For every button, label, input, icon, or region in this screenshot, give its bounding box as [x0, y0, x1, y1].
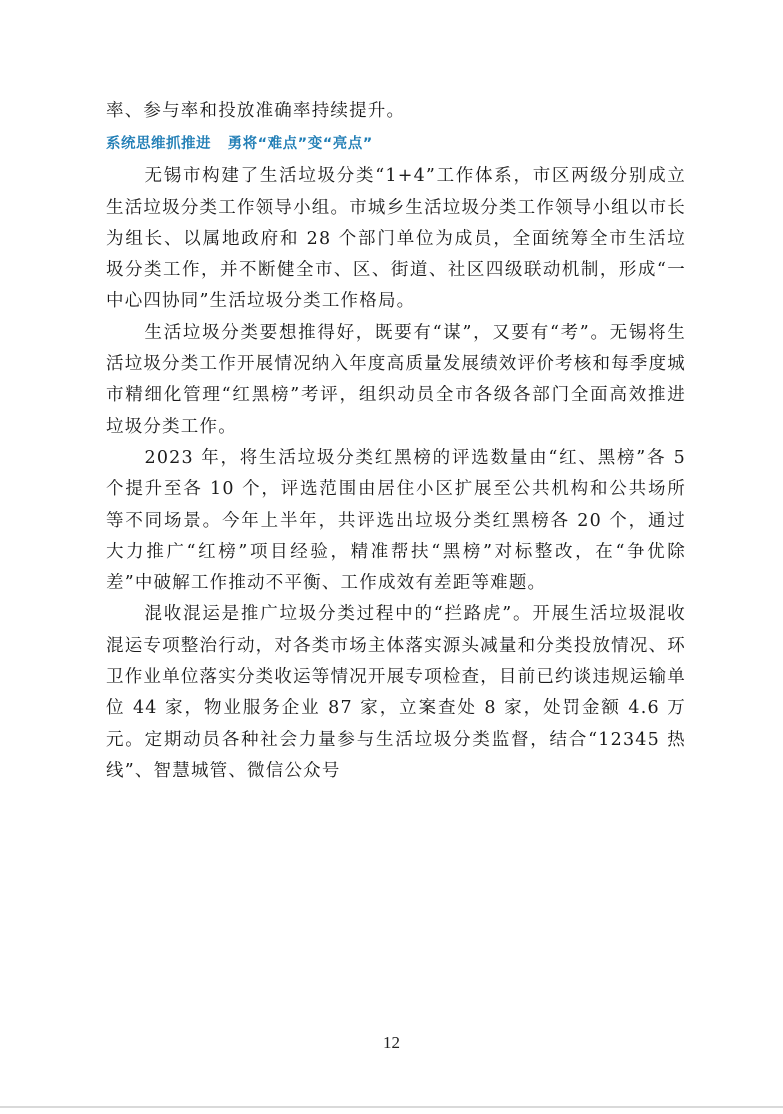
paragraph-red-black-list: 2023 年，将生活垃圾分类红黑榜的评选数量由“红、黑榜”各 5 个提升至各 10 个，评选范围由居住小区扩展至公共机构和公共场所等不同场景。今年上半年，共评选出垃圾分类红黑榜各 20 个，通过大力推广“红榜”项目经验，精准帮扶“黑榜”对标整改，在“争优除差”中破解工作推动不平衡、工作成效有差距等难题。 [106, 447, 686, 594]
page-number: 12 [383, 1033, 400, 1052]
section-heading: 系统思维抓推进 勇将“难点”变“亮点” [106, 136, 373, 153]
paragraph-mixed-collection: 混收混运是推广垃圾分类过程中的“拦路虎”。开展生活垃圾混收混运专项整治行动，对各类市场主体落实源头减量和分类投放情况、环卫作业单位落实分类收运等情况开展专项检查，目前已约谈违规运输单位 44 家，物业服务企业 87 家，立案查处 8 家，处罚金额 4.6 万元。定期动员各种社会力量参与生活垃圾分类监督，结合“12345 热线”、智慧城管、微信公众号 [106, 604, 686, 781]
paragraph-continuation: 率、参与率和投放准确率持续提升。 [106, 101, 406, 121]
paragraph-assessment: 生活垃圾分类要想推得好，既要有“谋”，又要有“考”。无锡将生活垃圾分类工作开展情况纳入年度高质量发展绩效评价考核和每季度城市精细化管理“红黑榜”考评，组织动员全市各级各部门全面高效推进垃圾分类工作。 [106, 322, 686, 437]
paragraph-framework: 无锡市构建了生活垃圾分类“1+4”工作体系，市区两级分别成立生活垃圾分类工作领导小组。市城乡生活垃圾分类工作领导小组以市长为组长、以属地政府和 28 个部门单位为成员，全面统筹全市生活垃圾分类工作，并不断健全市、区、街道、社区四级联动机制，形成“一中心四协同”生活垃圾分类工作格局。 [106, 166, 686, 312]
bottom-divider [0, 1106, 783, 1108]
document-body [106, 96, 686, 787]
